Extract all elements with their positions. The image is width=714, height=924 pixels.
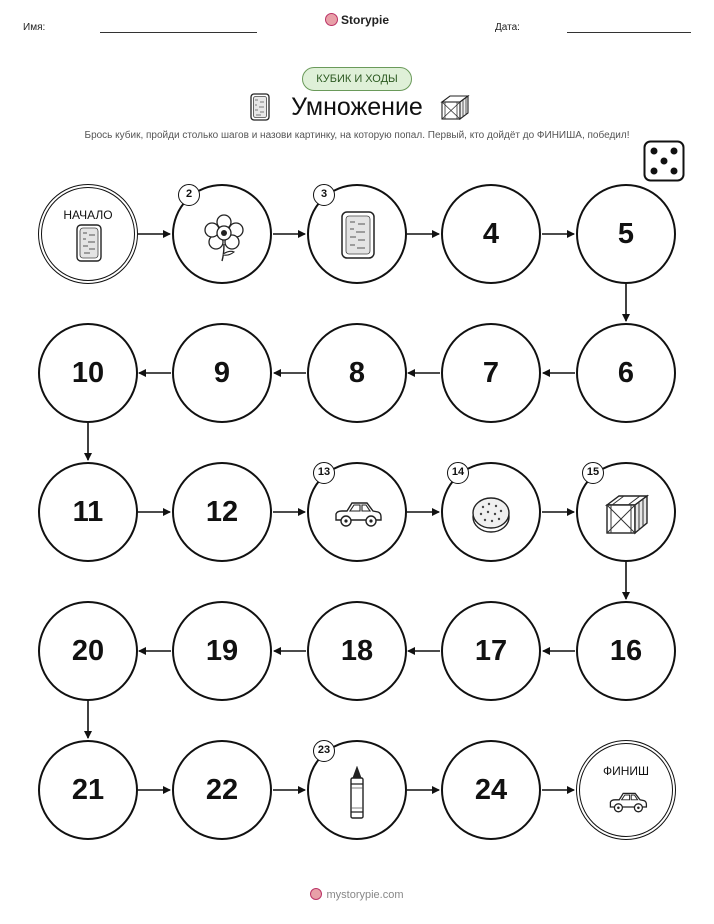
cookie-icon	[471, 494, 511, 534]
cell-23[interactable]	[307, 740, 407, 840]
cell-number: 9	[213, 356, 231, 389]
cell-number: 10	[71, 356, 105, 389]
cell-number: 23	[313, 740, 335, 762]
car-icon	[333, 500, 383, 530]
cell-number: 4	[482, 217, 500, 250]
name-label: Имя:	[23, 22, 46, 33]
cell-number: 13	[313, 462, 335, 484]
cell-20[interactable]	[38, 601, 138, 701]
page-title: Умножение	[291, 93, 423, 121]
cell-16[interactable]	[576, 601, 676, 701]
cell-7[interactable]	[441, 323, 541, 423]
cell-8[interactable]	[307, 323, 407, 423]
cell-4[interactable]	[441, 184, 541, 284]
cell-number: 6	[617, 356, 635, 389]
cell-number: 5	[617, 217, 635, 250]
cell-number: 18	[340, 634, 374, 667]
cell-19[interactable]	[172, 601, 272, 701]
cell-number: 14	[447, 462, 469, 484]
cell-number: 15	[582, 462, 604, 484]
crayon-icon	[347, 766, 367, 820]
start-cell[interactable]	[38, 184, 138, 284]
cell-number: 19	[205, 634, 239, 667]
cell-22[interactable]	[172, 740, 272, 840]
cell-21[interactable]	[38, 740, 138, 840]
cell-number: 11	[72, 495, 104, 528]
cell-number: 12	[205, 495, 239, 528]
brand-name: Storypie	[340, 13, 389, 27]
storypie-logo-icon	[310, 888, 322, 900]
wooden-crate-icon	[604, 492, 650, 536]
cell-number: 2	[178, 184, 200, 206]
cell-18[interactable]	[307, 601, 407, 701]
cell-number: 22	[205, 773, 239, 806]
cell-10[interactable]	[38, 323, 138, 423]
finish-cell[interactable]	[576, 740, 676, 840]
cell-number: 7	[482, 356, 500, 389]
category-badge: КУБИК И ХОДЫ	[302, 67, 412, 91]
cell-15[interactable]	[576, 462, 676, 562]
eraser-icon	[341, 211, 375, 259]
start-label: НАЧАЛО	[63, 208, 113, 222]
footer	[0, 888, 714, 901]
cell-11[interactable]	[38, 462, 138, 562]
cell-number: 24	[474, 773, 508, 806]
cell-3[interactable]	[307, 184, 407, 284]
car-icon	[608, 790, 648, 816]
cell-number: 16	[609, 634, 643, 667]
cell-5[interactable]	[576, 184, 676, 284]
cell-2[interactable]	[172, 184, 272, 284]
cell-17[interactable]	[441, 601, 541, 701]
cell-6[interactable]	[576, 323, 676, 423]
cell-12[interactable]	[172, 462, 272, 562]
cell-24[interactable]	[441, 740, 541, 840]
cell-9[interactable]	[172, 323, 272, 423]
finish-label: ФИНИШ	[602, 764, 650, 778]
cell-number: 3	[313, 184, 335, 206]
cell-number: 8	[348, 356, 366, 389]
cell-number: 20	[71, 634, 105, 667]
cell-number: 21	[71, 773, 105, 806]
cell-number: 17	[474, 634, 508, 667]
instructions: Брось кубик, пройди столько шагов и назови картинку, на которую попал. Первый, кто дойдёт до ФИНИША, победил!	[84, 130, 630, 141]
date-label: Дата:	[495, 22, 520, 33]
footer-url[interactable]: mystorypie.com	[326, 889, 404, 901]
eraser-icon	[76, 224, 102, 262]
cell-13[interactable]	[307, 462, 407, 562]
flower-icon	[202, 214, 246, 262]
cell-14[interactable]	[441, 462, 541, 562]
